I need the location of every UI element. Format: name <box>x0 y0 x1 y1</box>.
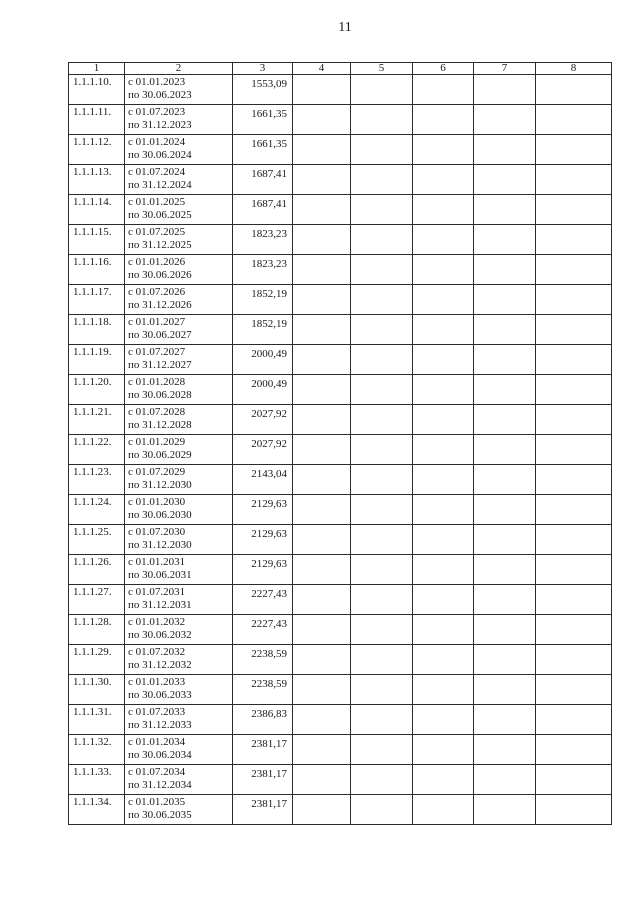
empty-cell-col-8 <box>536 75 612 105</box>
tariff-value: 2381,17 <box>233 765 293 795</box>
period-cell <box>125 195 233 225</box>
table-row <box>69 705 612 735</box>
empty-cell-col-8 <box>536 225 612 255</box>
period-from: с 01.01.2028 <box>128 376 186 388</box>
period-to: по 30.06.2034 <box>128 749 192 761</box>
tariff-value: 2227,43 <box>233 615 293 645</box>
empty-cell-col-4 <box>293 735 351 765</box>
period-cell <box>125 585 233 615</box>
period-to: по 31.12.2028 <box>128 419 192 431</box>
empty-cell-col-6 <box>413 255 474 285</box>
empty-cell-col-6 <box>413 405 474 435</box>
period-cell <box>125 165 233 195</box>
empty-cell-col-6 <box>413 735 474 765</box>
row-number: 1.1.1.13. <box>69 165 125 195</box>
period-from: с 01.07.2032 <box>128 646 186 658</box>
period-from: с 01.01.2030 <box>128 496 186 508</box>
empty-cell-col-5 <box>351 615 413 645</box>
table-row <box>69 195 612 225</box>
empty-cell-col-6 <box>413 465 474 495</box>
empty-cell-col-6 <box>413 135 474 165</box>
table-row <box>69 225 612 255</box>
empty-cell-col-8 <box>536 375 612 405</box>
period-cell <box>125 105 233 135</box>
period-cell <box>125 225 233 255</box>
period-cell <box>125 495 233 525</box>
table-row <box>69 645 612 675</box>
empty-cell-col-5 <box>351 765 413 795</box>
empty-cell-col-4 <box>293 615 351 645</box>
empty-cell-col-7 <box>474 615 536 645</box>
empty-cell-col-7 <box>474 405 536 435</box>
period-to: по 31.12.2024 <box>128 179 192 191</box>
period-from: с 01.07.2026 <box>128 286 186 298</box>
empty-cell-col-6 <box>413 645 474 675</box>
period-to: по 30.06.2035 <box>128 809 192 821</box>
empty-cell-col-7 <box>474 435 536 465</box>
tariff-value: 2386,83 <box>233 705 293 735</box>
empty-cell-col-5 <box>351 105 413 135</box>
tariff-value: 1553,09 <box>233 75 293 105</box>
empty-cell-col-6 <box>413 225 474 255</box>
column-header: 1 <box>69 63 125 75</box>
tariff-value: 2027,92 <box>233 435 293 465</box>
period-from: с 01.07.2027 <box>128 346 186 358</box>
empty-cell-col-8 <box>536 405 612 435</box>
period-to: по 30.06.2029 <box>128 449 192 461</box>
period-cell <box>125 735 233 765</box>
period-to: по 30.06.2025 <box>128 209 192 221</box>
empty-cell-col-8 <box>536 135 612 165</box>
empty-cell-col-7 <box>474 375 536 405</box>
empty-cell-col-5 <box>351 735 413 765</box>
table-row <box>69 735 612 765</box>
empty-cell-col-6 <box>413 795 474 825</box>
period-cell <box>125 405 233 435</box>
row-number: 1.1.1.22. <box>69 435 125 465</box>
empty-cell-col-7 <box>474 285 536 315</box>
empty-cell-col-8 <box>536 195 612 225</box>
empty-cell-col-5 <box>351 405 413 435</box>
column-header: 8 <box>536 63 612 75</box>
period-to: по 31.12.2026 <box>128 299 192 311</box>
page-number: 11 <box>338 20 352 35</box>
table-row <box>69 765 612 795</box>
period-cell <box>125 525 233 555</box>
empty-cell-col-7 <box>474 705 536 735</box>
empty-cell-col-4 <box>293 135 351 165</box>
empty-cell-col-8 <box>536 735 612 765</box>
period-to: по 31.12.2034 <box>128 779 192 791</box>
tariff-value: 1661,35 <box>233 105 293 135</box>
empty-cell-col-4 <box>293 375 351 405</box>
period-from: с 01.01.2033 <box>128 676 186 688</box>
row-number: 1.1.1.31. <box>69 705 125 735</box>
empty-cell-col-5 <box>351 165 413 195</box>
period-to: по 31.12.2031 <box>128 599 192 611</box>
tariff-value: 2381,17 <box>233 735 293 765</box>
table-row <box>69 435 612 465</box>
period-to: по 31.12.2032 <box>128 659 192 671</box>
empty-cell-col-6 <box>413 615 474 645</box>
table-row <box>69 675 612 705</box>
empty-cell-col-4 <box>293 435 351 465</box>
empty-cell-col-6 <box>413 105 474 135</box>
table-row <box>69 375 612 405</box>
empty-cell-col-6 <box>413 705 474 735</box>
empty-cell-col-4 <box>293 345 351 375</box>
empty-cell-col-4 <box>293 675 351 705</box>
empty-cell-col-5 <box>351 465 413 495</box>
period-cell <box>125 645 233 675</box>
period-cell <box>125 555 233 585</box>
period-from: с 01.01.2025 <box>128 196 186 208</box>
period-from: с 01.07.2033 <box>128 706 186 718</box>
period-to: по 30.06.2033 <box>128 689 192 701</box>
empty-cell-col-8 <box>536 285 612 315</box>
row-number: 1.1.1.21. <box>69 405 125 435</box>
empty-cell-col-7 <box>474 465 536 495</box>
empty-cell-col-5 <box>351 345 413 375</box>
table-row <box>69 795 612 825</box>
empty-cell-col-8 <box>536 585 612 615</box>
empty-cell-col-7 <box>474 495 536 525</box>
period-cell <box>125 675 233 705</box>
empty-cell-col-6 <box>413 375 474 405</box>
table-header-row <box>69 63 612 75</box>
column-header: 7 <box>474 63 536 75</box>
period-from: с 01.01.2024 <box>128 136 186 148</box>
period-cell <box>125 255 233 285</box>
period-cell <box>125 615 233 645</box>
empty-cell-col-8 <box>536 495 612 525</box>
tariff-value: 2238,59 <box>233 645 293 675</box>
empty-cell-col-6 <box>413 285 474 315</box>
tariff-value: 2227,43 <box>233 585 293 615</box>
period-to: по 31.12.2023 <box>128 119 192 131</box>
period-to: по 30.06.2024 <box>128 149 192 161</box>
empty-cell-col-5 <box>351 645 413 675</box>
period-from: с 01.01.2026 <box>128 256 186 268</box>
table-row <box>69 105 612 135</box>
tariff-value: 1823,23 <box>233 225 293 255</box>
empty-cell-col-5 <box>351 315 413 345</box>
empty-cell-col-4 <box>293 225 351 255</box>
empty-cell-col-6 <box>413 345 474 375</box>
empty-cell-col-5 <box>351 435 413 465</box>
empty-cell-col-8 <box>536 765 612 795</box>
empty-cell-col-8 <box>536 525 612 555</box>
empty-cell-col-7 <box>474 525 536 555</box>
empty-cell-col-7 <box>474 75 536 105</box>
tariff-value: 2238,59 <box>233 675 293 705</box>
empty-cell-col-4 <box>293 315 351 345</box>
empty-cell-col-8 <box>536 705 612 735</box>
empty-cell-col-7 <box>474 645 536 675</box>
empty-cell-col-6 <box>413 195 474 225</box>
period-cell <box>125 435 233 465</box>
tariff-value: 1823,23 <box>233 255 293 285</box>
empty-cell-col-5 <box>351 585 413 615</box>
empty-cell-col-7 <box>474 765 536 795</box>
tariff-value: 2381,17 <box>233 795 293 825</box>
period-from: с 01.01.2035 <box>128 796 186 808</box>
period-from: с 01.07.2025 <box>128 226 186 238</box>
table-row <box>69 165 612 195</box>
empty-cell-col-4 <box>293 795 351 825</box>
period-cell <box>125 345 233 375</box>
column-header: 6 <box>413 63 474 75</box>
period-from: с 01.01.2023 <box>128 76 186 88</box>
empty-cell-col-7 <box>474 675 536 705</box>
row-number: 1.1.1.15. <box>69 225 125 255</box>
tariff-value: 1661,35 <box>233 135 293 165</box>
row-number: 1.1.1.28. <box>69 615 125 645</box>
tariff-value: 2000,49 <box>233 345 293 375</box>
empty-cell-col-8 <box>536 795 612 825</box>
period-cell <box>125 315 233 345</box>
empty-cell-col-5 <box>351 285 413 315</box>
row-number: 1.1.1.29. <box>69 645 125 675</box>
period-from: с 01.01.2032 <box>128 616 186 628</box>
empty-cell-col-5 <box>351 675 413 705</box>
empty-cell-col-7 <box>474 735 536 765</box>
empty-cell-col-4 <box>293 195 351 225</box>
empty-cell-col-8 <box>536 165 612 195</box>
table-row <box>69 315 612 345</box>
empty-cell-col-6 <box>413 555 474 585</box>
empty-cell-col-4 <box>293 285 351 315</box>
period-from: с 01.01.2027 <box>128 316 186 328</box>
column-header: 5 <box>351 63 413 75</box>
table-row <box>69 555 612 585</box>
empty-cell-col-8 <box>536 675 612 705</box>
empty-cell-col-5 <box>351 705 413 735</box>
empty-cell-col-5 <box>351 375 413 405</box>
row-number: 1.1.1.14. <box>69 195 125 225</box>
period-to: по 30.06.2031 <box>128 569 192 581</box>
period-from: с 01.01.2031 <box>128 556 186 568</box>
empty-cell-col-8 <box>536 255 612 285</box>
empty-cell-col-7 <box>474 195 536 225</box>
tariff-value: 2143,04 <box>233 465 293 495</box>
table-row <box>69 585 612 615</box>
empty-cell-col-5 <box>351 555 413 585</box>
column-header: 4 <box>293 63 351 75</box>
empty-cell-col-4 <box>293 765 351 795</box>
empty-cell-col-4 <box>293 105 351 135</box>
empty-cell-col-5 <box>351 75 413 105</box>
period-cell <box>125 375 233 405</box>
empty-cell-col-4 <box>293 495 351 525</box>
tariff-value: 1687,41 <box>233 195 293 225</box>
empty-cell-col-7 <box>474 105 536 135</box>
empty-cell-col-4 <box>293 465 351 495</box>
empty-cell-col-8 <box>536 615 612 645</box>
period-from: с 01.07.2028 <box>128 406 186 418</box>
tariff-value: 2027,92 <box>233 405 293 435</box>
period-to: по 30.06.2028 <box>128 389 192 401</box>
empty-cell-col-8 <box>536 555 612 585</box>
empty-cell-col-7 <box>474 345 536 375</box>
empty-cell-col-4 <box>293 255 351 285</box>
empty-cell-col-6 <box>413 75 474 105</box>
table-row <box>69 465 612 495</box>
empty-cell-col-6 <box>413 435 474 465</box>
period-from: с 01.07.2034 <box>128 766 186 778</box>
period-to: по 30.06.2026 <box>128 269 192 281</box>
row-number: 1.1.1.10. <box>69 75 125 105</box>
table-row <box>69 525 612 555</box>
empty-cell-col-5 <box>351 255 413 285</box>
empty-cell-col-7 <box>474 135 536 165</box>
empty-cell-col-7 <box>474 795 536 825</box>
tariff-value: 1852,19 <box>233 315 293 345</box>
row-number: 1.1.1.18. <box>69 315 125 345</box>
table-row <box>69 495 612 525</box>
empty-cell-col-8 <box>536 345 612 375</box>
period-from: с 01.07.2024 <box>128 166 186 178</box>
empty-cell-col-6 <box>413 315 474 345</box>
empty-cell-col-5 <box>351 195 413 225</box>
column-header: 3 <box>233 63 293 75</box>
table-row <box>69 405 612 435</box>
empty-cell-col-6 <box>413 585 474 615</box>
table-row <box>69 285 612 315</box>
empty-cell-col-8 <box>536 435 612 465</box>
empty-cell-col-7 <box>474 225 536 255</box>
period-to: по 30.06.2032 <box>128 629 192 641</box>
table-row <box>69 345 612 375</box>
period-to: по 31.12.2030 <box>128 479 192 491</box>
empty-cell-col-5 <box>351 795 413 825</box>
table-row <box>69 255 612 285</box>
row-number: 1.1.1.34. <box>69 795 125 825</box>
period-to: по 31.12.2027 <box>128 359 192 371</box>
period-to: по 31.12.2033 <box>128 719 192 731</box>
empty-cell-col-5 <box>351 135 413 165</box>
empty-cell-col-4 <box>293 645 351 675</box>
period-from: с 01.01.2034 <box>128 736 186 748</box>
row-number: 1.1.1.23. <box>69 465 125 495</box>
tariff-value: 2000,49 <box>233 375 293 405</box>
empty-cell-col-7 <box>474 555 536 585</box>
empty-cell-col-7 <box>474 165 536 195</box>
period-to: по 30.06.2027 <box>128 329 192 341</box>
empty-cell-col-4 <box>293 165 351 195</box>
tariff-value: 1852,19 <box>233 285 293 315</box>
empty-cell-col-8 <box>536 465 612 495</box>
period-to: по 30.06.2030 <box>128 509 192 521</box>
period-cell <box>125 795 233 825</box>
period-cell <box>125 75 233 105</box>
empty-cell-col-8 <box>536 315 612 345</box>
row-number: 1.1.1.19. <box>69 345 125 375</box>
empty-cell-col-5 <box>351 225 413 255</box>
empty-cell-col-7 <box>474 585 536 615</box>
empty-cell-col-4 <box>293 705 351 735</box>
tariff-value: 1687,41 <box>233 165 293 195</box>
empty-cell-col-7 <box>474 315 536 345</box>
empty-cell-col-8 <box>536 645 612 675</box>
empty-cell-col-4 <box>293 555 351 585</box>
table-row <box>69 135 612 165</box>
period-cell <box>125 705 233 735</box>
empty-cell-col-6 <box>413 765 474 795</box>
period-from: с 01.07.2023 <box>128 106 186 118</box>
empty-cell-col-5 <box>351 495 413 525</box>
empty-cell-col-6 <box>413 675 474 705</box>
row-number: 1.1.1.26. <box>69 555 125 585</box>
row-number: 1.1.1.17. <box>69 285 125 315</box>
row-number: 1.1.1.11. <box>69 105 125 135</box>
period-to: по 31.12.2030 <box>128 539 192 551</box>
period-cell <box>125 465 233 495</box>
row-number: 1.1.1.27. <box>69 585 125 615</box>
table-body <box>69 75 612 825</box>
row-number: 1.1.1.33. <box>69 765 125 795</box>
tariff-value: 2129,63 <box>233 525 293 555</box>
tariff-value: 2129,63 <box>233 495 293 525</box>
table-row <box>69 75 612 105</box>
empty-cell-col-4 <box>293 585 351 615</box>
row-number: 1.1.1.25. <box>69 525 125 555</box>
column-header: 2 <box>125 63 233 75</box>
period-cell <box>125 285 233 315</box>
empty-cell-col-6 <box>413 495 474 525</box>
period-from: с 01.07.2030 <box>128 526 186 538</box>
empty-cell-col-8 <box>536 105 612 135</box>
row-number: 1.1.1.16. <box>69 255 125 285</box>
period-cell <box>125 765 233 795</box>
tariff-value: 2129,63 <box>233 555 293 585</box>
period-to: по 31.12.2025 <box>128 239 192 251</box>
period-cell <box>125 135 233 165</box>
empty-cell-col-6 <box>413 165 474 195</box>
tariff-table <box>68 62 612 825</box>
row-number: 1.1.1.30. <box>69 675 125 705</box>
row-number: 1.1.1.20. <box>69 375 125 405</box>
row-number: 1.1.1.12. <box>69 135 125 165</box>
period-from: с 01.07.2031 <box>128 586 186 598</box>
row-number: 1.1.1.32. <box>69 735 125 765</box>
period-from: с 01.07.2029 <box>128 466 186 478</box>
empty-cell-col-7 <box>474 255 536 285</box>
empty-cell-col-4 <box>293 405 351 435</box>
period-to: по 30.06.2023 <box>128 89 192 101</box>
empty-cell-col-4 <box>293 525 351 555</box>
empty-cell-col-4 <box>293 75 351 105</box>
table-row <box>69 615 612 645</box>
row-number: 1.1.1.24. <box>69 495 125 525</box>
empty-cell-col-6 <box>413 525 474 555</box>
period-from: с 01.01.2029 <box>128 436 186 448</box>
empty-cell-col-5 <box>351 525 413 555</box>
